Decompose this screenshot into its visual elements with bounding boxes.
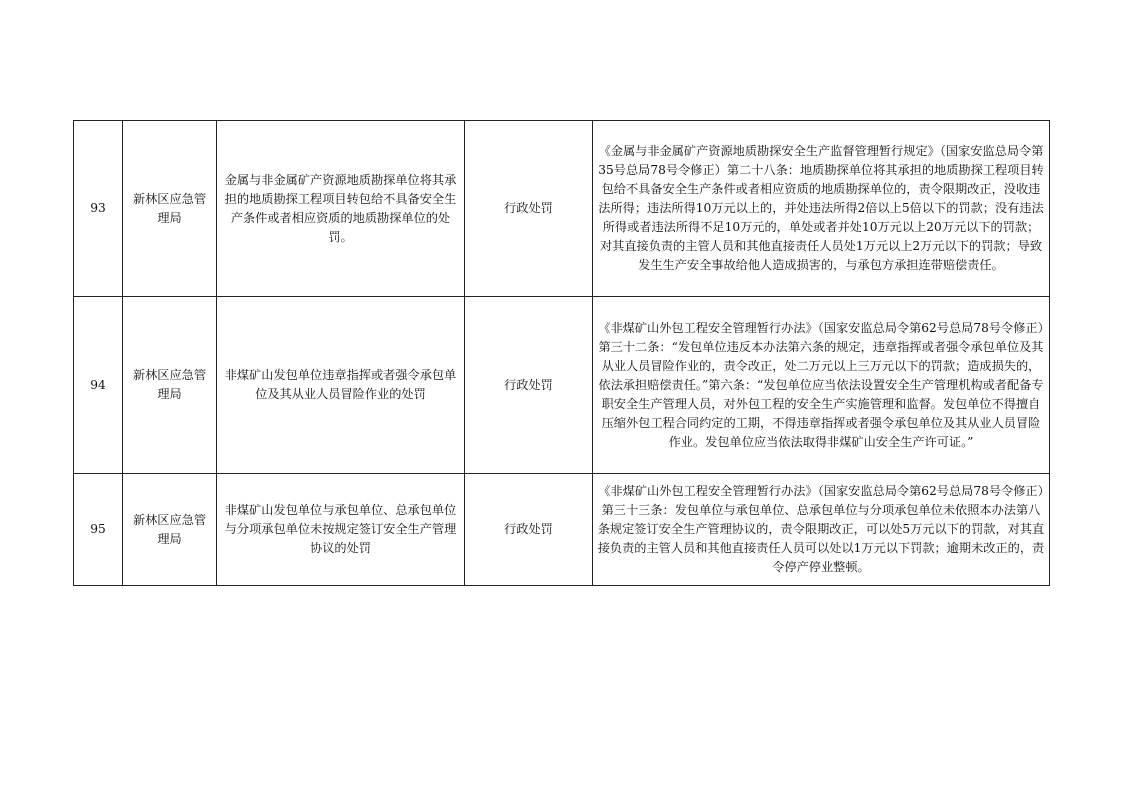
legal-basis-cell: 《非煤矿山外包工程安全管理暂行办法》（国家安监总局令第62号总局78号令修正）第三十二条：“发包单位违反本办法第六条的规定，违章指挥或者强令承包单位及其从业人员冒险作业的，责令改正，处二万元以上三万元以下的罚款；造成损失的，依法承担赔偿责任。”第六条：“发包单位应当依法设置安全生产管理机构或者配备专职安全生产管理人员，对外包工程的安全生产实施管理和监督。发包单位不得擅自压缩外包工程合同约定的工期，不得违章指挥或者强令承包单位及其从业人员冒险作业。发包单位应当依法取得非煤矿山安全生产许可证。” (593, 297, 1050, 474)
power-type-cell: 行政处罚 (465, 121, 593, 297)
item-name-cell: 非煤矿山发包单位违章指挥或者强令承包单位及其从业人员冒险作业的处罚 (217, 297, 465, 474)
power-type-cell: 行政处罚 (465, 297, 593, 474)
table-row (74, 121, 1050, 297)
item-name-cell: 金属与非金属矿产资源地质勘探单位将其承担的地质勘探工程项目转包给不具备安全生产条件或者相应资质的地质勘探单位的处罚。 (217, 121, 465, 297)
legal-basis-cell: 《非煤矿山外包工程安全管理暂行办法》（国家安监总局令第62号总局78号令修正）第三十三条：发包单位与承包单位、总承包单位与分项承包单位未依照本办法第八条规定签订安全生产管理协议的，责令限期改正，可以处5万元以下的罚款，对其直接负责的主管人员和其他直接责任人员可以处以1万元以下罚款；逾期未改正的，责令停产停业整顿。 (593, 474, 1050, 586)
legal-basis-cell: 《金属与非金属矿产资源地质勘探安全生产监督管理暂行规定》（国家安监总局令第35号总局78号令修正）第二十八条：地质勘探单位将其承担的地质勘探工程项目转包给不具备安全生产条件或者相应资质的地质勘探单位的，责令限期改正，没收违法所得；违法所得10万元以上的，并处违法所得2倍以上5倍以下的罚款；没有违法所得或者违法所得不足10万元的，单处或者并处10万元以上20万元以下的罚款；对其直接负责的主管人员和其他直接责任人员处1万元以上2万元以下的罚款；导致发生生产安全事故给他人造成损害的，与承包方承担连带赔偿责任。 (593, 121, 1050, 297)
department-cell: 新林区应急管理局 (123, 474, 217, 586)
row-number: 95 (74, 474, 123, 586)
row-number: 94 (74, 297, 123, 474)
department-cell: 新林区应急管理局 (123, 121, 217, 297)
item-name-cell: 非煤矿山发包单位与承包单位、总承包单位与分项承包单位未按规定签订安全生产管理协议的处罚 (217, 474, 465, 586)
table-row (74, 297, 1050, 474)
row-number: 93 (74, 121, 123, 297)
power-type-cell: 行政处罚 (465, 474, 593, 586)
regulation-table (73, 120, 1050, 586)
table-row (74, 474, 1050, 586)
department-cell: 新林区应急管理局 (123, 297, 217, 474)
